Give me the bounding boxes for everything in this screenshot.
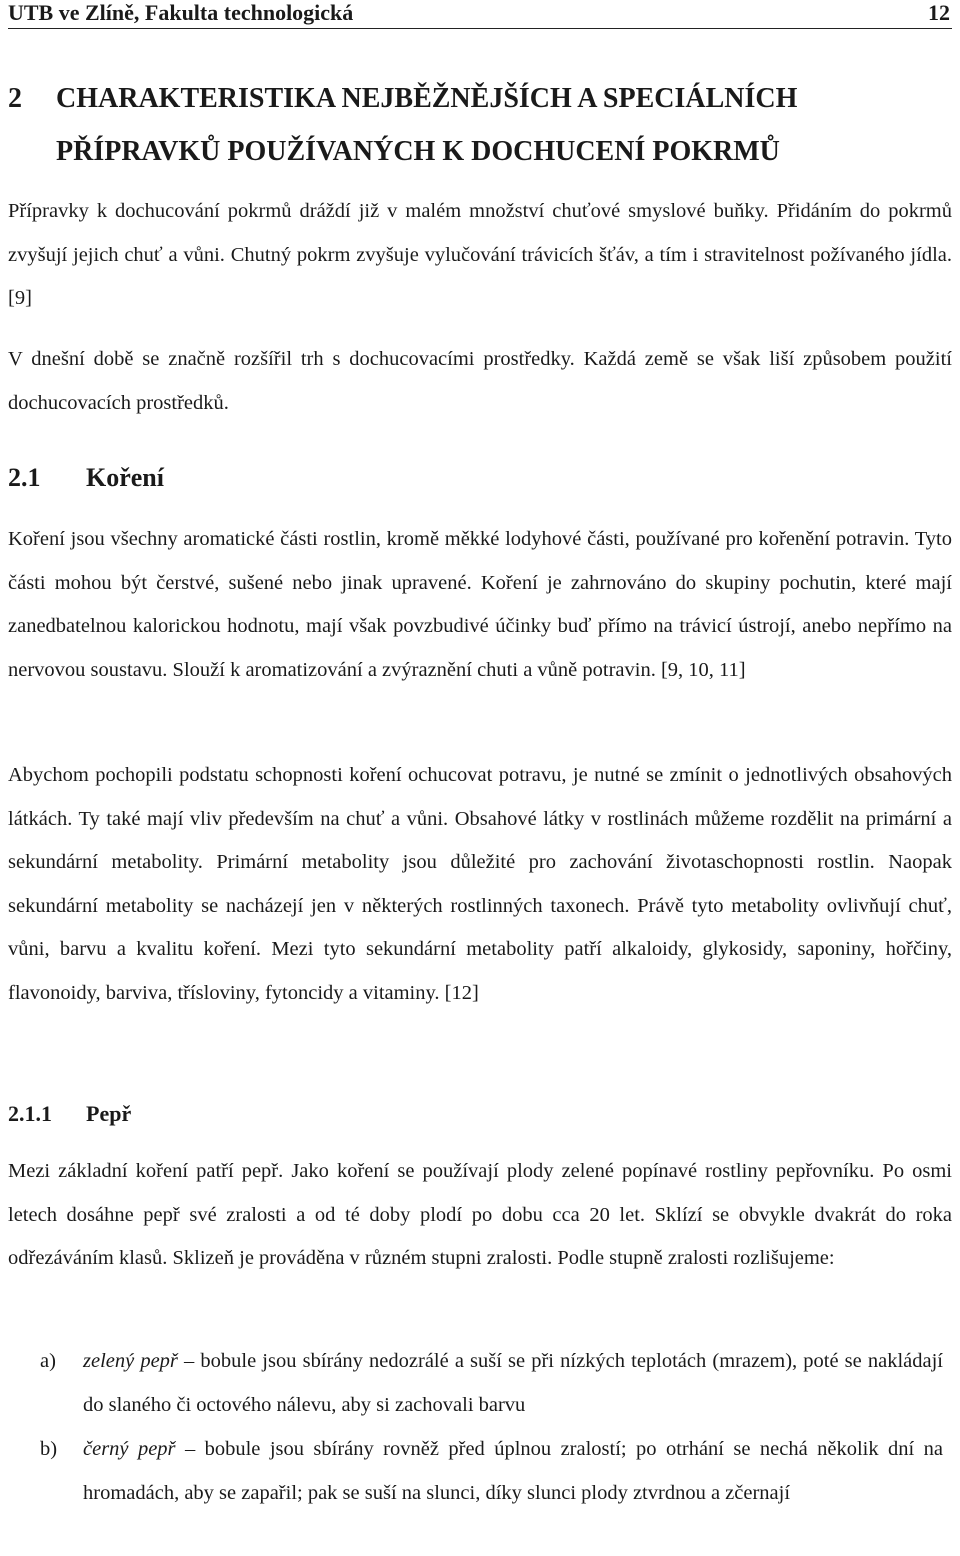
chapter-title-line2: PŘÍPRAVKŮ POUŽÍVANÝCH K DOCHUCENÍ POKRMŮ <box>56 136 780 167</box>
intro-paragraph-1: Přípravky k dochucování pokrmů dráždí již v malém množství chuťové smyslové buňky. Přidáním do pokrmů zvyšují jejich chuť a vůni. Chutný pokrm zvyšuje vylučování trávicích šťáv, a tím i stravitelnost požívaného jídla. [9] <box>8 200 952 309</box>
section-number: 2.1 <box>8 463 41 492</box>
subsection-number: 2.1.1 <box>8 1101 52 1126</box>
list-marker: a) <box>40 1350 56 1372</box>
intro-paragraph-2: V dnešní době se značně rozšířil trh s dochucovacími prostředky. Každá země se však liší způsobem použití dochucovacích prostředků. <box>8 348 952 414</box>
list-item-body <box>83 1340 943 1427</box>
list-item-term: zelený pepř <box>83 1350 178 1372</box>
list-item-text: – bobule jsou sbírány nedozrálé a suší se při nízkých teplotách (mrazem), poté se nakládají do slaného či octového nálevu, aby si zachovali barvu <box>83 1350 943 1416</box>
chapter-number: 2 <box>8 83 22 114</box>
section-paragraph-1: Koření jsou všechny aromatické části rostlin, kromě měkké lodyhové části, používané pro kořenění potravin. Tyto části mohou být čerstvé, sušené nebo jinak upravené. Koření je zahrnováno do skupiny pochutin, které mají zanedbatelnou kalorickou hodnotu, mají však povzbudivé účinky buď přímo na trávicí ústrojí, anebo nepřímo na nervovou soustavu. Slouží k aromatizování a zvýraznění chuti a vůně potravin. [9, 10, 11] <box>8 528 952 681</box>
section-heading <box>8 460 952 496</box>
section-title: Koření <box>86 463 164 492</box>
header-institution: UTB ve Zlíně, Fakulta technologická <box>8 0 354 25</box>
subsection-heading <box>8 1096 952 1132</box>
list-item-term: černý pepř <box>83 1438 176 1460</box>
subsection-title: Pepř <box>86 1101 132 1126</box>
chapter-heading <box>8 72 952 178</box>
list-marker: b) <box>40 1438 58 1460</box>
header-page-number: 12 <box>928 0 950 25</box>
list-item-text: – bobule jsou sbírány rovněž před úplnou zralostí; po otrhání se nechá několik dní na hromadách, aby se zapařil; pak se suší na slunci, díky slunci plody ztvrdnou a zčernají <box>83 1438 943 1504</box>
list-item-body <box>83 1428 943 1515</box>
chapter-title-line1: CHARAKTERISTIKA NEJBĚŽNĚJŠÍCH A SPECIÁLNÍCH <box>56 83 798 114</box>
running-header <box>8 0 952 29</box>
subsection-paragraph-1: Mezi základní koření patří pepř. Jako koření se používají plody zelené popínavé rostliny pepřovníku. Po osmi letech dosáhne pepř své zralosti a od té doby plodí po dobu cca 20 let. Sklízí se obvykle dvakrát do roka odřezáváním klasů. Sklizeň je prováděna v různém stupni zralosti. Podle stupně zralosti rozlišujeme: <box>8 1160 952 1269</box>
section-paragraph-2: Abychom pochopili podstatu schopnosti koření ochucovat potravu, je nutné se zmínit o jednotlivých obsahových látkách. Ty také mají vliv především na chuť a vůni. Obsahové látky v rostlinách můžeme rozdělit na primární a sekundární metabolity. Primární metabolity jsou důležité pro zachování životaschopnosti rostlin. Naopak sekundární metabolity se nacházejí jen v některých rostlinných taxonech. Právě tyto metabolity ovlivňují chuť, vůni, barvu a kvalitu koření. Mezi tyto sekundární metabolity patří alkaloidy, glykosidy, saponiny, hořčiny, flavonoidy, barviva, třísloviny, fytoncidy a vitaminy. [12] <box>8 764 952 1004</box>
